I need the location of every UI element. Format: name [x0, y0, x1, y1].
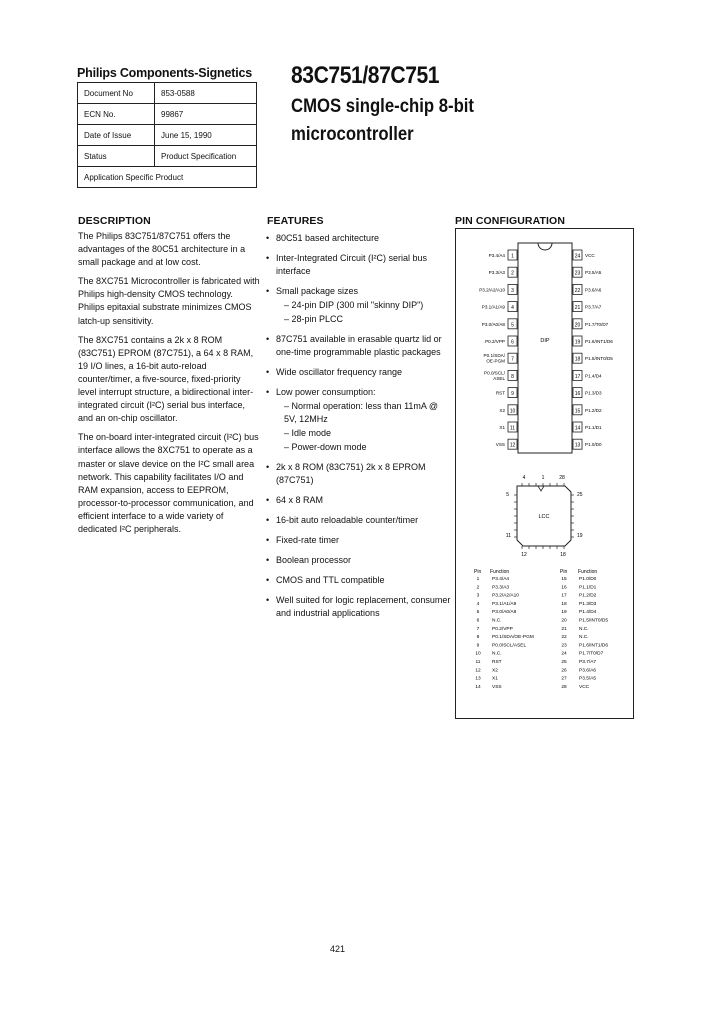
dip-pin-label-left: P3.1/A1/A9: [481, 304, 505, 310]
description-paragraph: The on-board inter-integrated circuit (I²C) bus interface allows the 8XC751 to operate as a master or slave device on the I²C small area network. This capability facilitates I/O and RAM expansion, access to EEPROM, processor-to-processor communication, and efficient interface to a wide variety of dedicated I²C peripherals.: [78, 432, 259, 534]
dip-pin-number: 2: [511, 270, 514, 277]
dip-pin-label-right: P3.7/A7: [585, 304, 602, 310]
feature-text: CMOS and TTL compatible: [276, 575, 385, 585]
dip-pin-number: 18: [574, 356, 581, 363]
pin-table-number: 19: [561, 610, 567, 616]
feature-subitem: – 24-pin DIP (300 mil "skinny DIP"): [284, 300, 424, 310]
pin-table-header: Function: [578, 569, 598, 575]
feature-item: [266, 366, 451, 379]
plcc-pin-number: 4: [522, 475, 526, 481]
pin-table-number: 7: [476, 626, 480, 632]
features-list: [266, 232, 451, 627]
dip-pin-number: 4: [511, 305, 514, 312]
pin-table-function: P0.0/SCL/ASEL: [492, 643, 527, 649]
feature-text: Fixed-rate timer: [276, 535, 340, 545]
dip-pin-number: 23: [574, 270, 581, 277]
pin-table-number: 21: [561, 626, 567, 632]
dip-pin-label-right: P1.7/T0/D7: [585, 321, 609, 327]
info-value: 99867: [155, 104, 257, 125]
pin-table-number: 27: [561, 676, 567, 682]
feature-item: [266, 534, 451, 547]
dip-pin-number: 24: [574, 253, 581, 260]
pin-table-function: N.C.: [492, 618, 502, 624]
dip-body: [518, 243, 572, 453]
dip-notch: [538, 243, 552, 250]
feature-text: Boolean processor: [276, 555, 352, 565]
dip-pin-number: 3: [511, 287, 514, 294]
info-row: [78, 146, 257, 167]
feature-item: [266, 461, 451, 487]
pin-table-function: N.C.: [492, 651, 502, 657]
plcc-notch: [538, 486, 544, 491]
pin-config-heading: PIN CONFIGURATION: [455, 215, 566, 227]
pin-table-function: X1: [492, 676, 498, 682]
pin-table-number: 22: [561, 635, 567, 641]
pin-table-number: 26: [561, 668, 567, 674]
pin-table-function: P3.4/A4: [492, 577, 510, 582]
dip-pin-label-left: P3.4/A4: [488, 253, 505, 258]
pin-table-number: 24: [561, 651, 567, 657]
pin-table-function: N.C.: [579, 626, 589, 632]
dip-pin-label-left: P3.2/A2/A10: [479, 287, 505, 293]
pin-table-header: Pin: [560, 569, 568, 575]
plcc-pin-number: 5: [506, 492, 509, 498]
dip-pin-number: 1: [511, 253, 514, 260]
dip-pin-number: 15: [574, 408, 581, 415]
pin-table-function: P1.7/T0/D7: [579, 651, 604, 657]
plcc-pin-number: 19: [577, 533, 583, 539]
pin-table-number: 9: [476, 643, 480, 649]
pin-config-panel: [455, 228, 634, 719]
plcc-pin-number: 28: [559, 475, 565, 481]
pin-table-header: Pin: [474, 569, 482, 575]
pin-table-number: 10: [475, 651, 481, 657]
company-name: Philips Components-Signetics: [77, 66, 252, 80]
pin-table-number: 20: [561, 618, 567, 624]
pin-table-function: P3.0/A0/A8: [492, 610, 517, 616]
dip-pin-number: 13: [574, 442, 581, 449]
pin-table-number: 1: [476, 577, 480, 582]
features-heading: FEATURES: [267, 215, 324, 227]
pin-table-number: 25: [561, 660, 567, 665]
page-subtitle-line1: CMOS single-chip 8-bit: [291, 96, 474, 117]
pin-table-function: RST: [492, 660, 502, 665]
feature-subitem: – 28-pin PLCC: [284, 314, 344, 324]
description-body: [78, 230, 260, 542]
dip-pin-number: 8: [511, 373, 514, 380]
dip-pin-number: 12: [509, 442, 516, 449]
dip-pin-number: 6: [511, 339, 514, 346]
dip-pin-label-left: RST: [495, 390, 505, 396]
feature-text: Wide oscillator frequency range: [276, 367, 403, 377]
feature-subitem: – Normal operation: less than 11mA @ 5V, 12MHz: [284, 401, 439, 424]
pin-table-function: P0.1/SDA/OE-PGM: [492, 635, 534, 641]
dip-pin-label-right: VCC: [585, 253, 595, 258]
pin-table-function: P1.6/INT1/D6: [579, 643, 609, 649]
dip-pin-number: 11: [509, 425, 516, 432]
feature-item: [266, 285, 451, 326]
pin-table-function: P3.2/A2/A10: [492, 593, 519, 599]
feature-item: [266, 494, 451, 507]
dip-pin-number: 10: [509, 408, 516, 415]
pin-table-function: P0.2/VPP: [492, 626, 513, 632]
pin-table-function: P3.1/A1/A9: [492, 601, 517, 607]
pin-table-number: 3: [476, 593, 480, 599]
feature-item: [266, 252, 451, 278]
pin-table-header: Function: [490, 569, 510, 575]
pin-table-number: 5: [476, 610, 480, 616]
info-value: Product Specification: [155, 146, 257, 167]
pin-diagram: [456, 229, 633, 718]
description-paragraph: The 8XC751 contains a 2k x 8 ROM (83C751) EPROM (87C751), a 64 x 8 RAM, 19 I/O lines, a 16-bit auto-reload counter/timer, a five-source, fixed-priority level interrupt structure, a bidirectional inter-integrated circuit (I²C) serial bus interface, and an on-chip oscillator.: [78, 334, 254, 424]
dip-pin-label-right: P1.4/D4: [585, 373, 602, 379]
dip-pin-label-right: P1.3/D3: [585, 390, 602, 396]
plcc-pin-number: 11: [505, 533, 511, 539]
info-key: Date of Issue: [78, 125, 155, 146]
dip-pin-label-left: P0.0/SCL/: [484, 370, 505, 376]
pin-table-number: 8: [476, 635, 480, 641]
dip-pin-number: 7: [511, 356, 514, 363]
feature-subitem: – Idle mode: [284, 428, 332, 438]
dip-pin-number: 17: [574, 373, 581, 380]
pin-table-function: P1.4/D4: [579, 610, 597, 616]
feature-text: 87C751 available in erasable quartz lid or one-time programmable plastic packages: [276, 334, 442, 357]
feature-text: 64 x 8 RAM: [276, 495, 324, 505]
page-number: 421: [330, 944, 346, 954]
description-heading: DESCRIPTION: [78, 215, 151, 227]
pin-table-number: 16: [561, 585, 567, 591]
dip-pin-number: 19: [574, 339, 581, 346]
pin-table-number: 4: [476, 601, 480, 607]
dip-pin-label-left: P3.3/A3: [488, 270, 505, 276]
dip-pin-label-left: X1: [499, 425, 505, 430]
dip-pin-number: 9: [511, 391, 514, 398]
pin-table-function: P1.1/D1: [579, 585, 597, 591]
dip-pin-number: 5: [511, 322, 514, 329]
dip-pin-label-left: P3.0/A0/A8: [481, 321, 505, 327]
plcc-pin-number: 12: [521, 552, 527, 558]
pin-table-number: 23: [561, 643, 567, 649]
dip-pin-label-right: P1.6/INT1/D6: [585, 339, 613, 344]
feature-text: Inter-Integrated Circuit (I²C) serial bus interface: [276, 253, 428, 276]
plcc-pin-number: 25: [577, 492, 583, 498]
pin-table-number: 2: [476, 585, 480, 591]
feature-text: Low power consumption:: [276, 387, 376, 397]
feature-item: [266, 386, 451, 454]
page-subtitle-line2: microcontroller: [291, 124, 414, 145]
dip-pin-number: 21: [574, 305, 581, 312]
pin-table-function: N.C.: [579, 635, 589, 641]
info-row: [78, 83, 257, 104]
description-paragraph: The Philips 83C751/87C751 offers the advantages of the 80C51 architecture in a small package and at low cost.: [78, 231, 246, 268]
plcc-pin-number: 1: [541, 475, 545, 481]
dip-pin-label-right: P1.0/D0: [585, 442, 602, 448]
pin-table-function: X2: [492, 668, 498, 674]
feature-text: 16-bit auto reloadable counter/timer: [276, 515, 419, 525]
pin-table-function: P1.0/D0: [579, 577, 597, 582]
dip-label: DIP: [540, 338, 550, 344]
dip-pin-label-right: P1.1/D1: [585, 425, 602, 430]
dip-pin-number: 14: [574, 425, 581, 432]
feature-text: Well suited for logic replacement, consumer and industrial applications: [276, 595, 451, 618]
pin-table-function: P1.5/INT0/D5: [579, 618, 609, 624]
info-value: 853-0588: [155, 83, 257, 104]
dip-pin-label-left: ASEL: [493, 375, 505, 381]
pin-table-function: P3.6/A6: [579, 668, 597, 674]
pin-table-function: VSS: [492, 684, 502, 690]
pin-table-number: 17: [561, 593, 567, 599]
plcc-label: LCC: [538, 514, 550, 520]
feature-item: [266, 594, 451, 620]
pin-table-number: 28: [561, 684, 567, 690]
dip-pin-label-right: P1.5/INT0/D5: [585, 356, 613, 362]
document-info-table: [77, 82, 257, 188]
dip-pin-label-left: P0.1/SDA/: [483, 353, 505, 359]
info-row: [78, 125, 257, 146]
feature-item: [266, 333, 451, 359]
category-cell: Application Specific Product: [78, 167, 257, 188]
dip-pin-label-left: X2: [499, 407, 505, 413]
pin-table-number: 15: [561, 577, 567, 582]
dip-pin-number: 22: [574, 287, 581, 294]
dip-pin-number: 20: [574, 322, 581, 329]
info-key: Status: [78, 146, 155, 167]
pin-table-function: P1.3/D3: [579, 601, 597, 607]
info-value: June 15, 1990: [155, 125, 257, 146]
page-title: 83C751/87C751: [291, 62, 440, 89]
pin-table-number: 14: [475, 684, 481, 690]
description-paragraph: The 8XC751 Microcontroller is fabricated with Philips high-density CMOS technology. Philips epitaxial substrate minimizes CMOS latch-up sensitivity.: [78, 276, 260, 326]
pin-table-number: 11: [475, 660, 481, 665]
feature-text: Small package sizes: [276, 286, 359, 296]
pin-table-number: 13: [475, 676, 481, 682]
feature-item: [266, 232, 451, 245]
info-row: [78, 104, 257, 125]
pin-table-function: P1.2/D2: [579, 593, 597, 599]
dip-pin-label-left: OE-PGM: [486, 358, 505, 364]
info-key: Document No: [78, 83, 155, 104]
dip-pin-label-left: P0.2/VPP: [485, 339, 505, 344]
feature-subitem: – Power-down mode: [284, 442, 367, 452]
dip-pin-label-left: VSS: [495, 442, 505, 448]
pin-table-function: P3.7/A7: [579, 660, 597, 665]
pin-table-number: 6: [476, 618, 480, 624]
pin-table-function: P3.3/A3: [492, 585, 510, 591]
plcc-pin-number: 18: [560, 552, 566, 558]
dip-pin-label-right: P3.5/A5: [585, 270, 602, 276]
dip-pin-number: 16: [574, 391, 581, 398]
info-key: ECN No.: [78, 104, 155, 125]
pin-table-function: VCC: [579, 684, 590, 690]
feature-text: 80C51 based architecture: [276, 233, 380, 243]
pin-table-number: 18: [561, 601, 567, 607]
pin-table-number: 12: [475, 668, 481, 674]
feature-item: [266, 554, 451, 567]
pin-table-function: P3.5/A5: [579, 676, 597, 682]
feature-text: 2k x 8 ROM (83C751) 2k x 8 EPROM (87C751): [276, 462, 426, 485]
feature-item: [266, 574, 451, 587]
dip-pin-label-right: P3.6/A6: [585, 287, 602, 293]
dip-pin-label-right: P1.2/D2: [585, 407, 602, 413]
feature-item: [266, 514, 451, 527]
